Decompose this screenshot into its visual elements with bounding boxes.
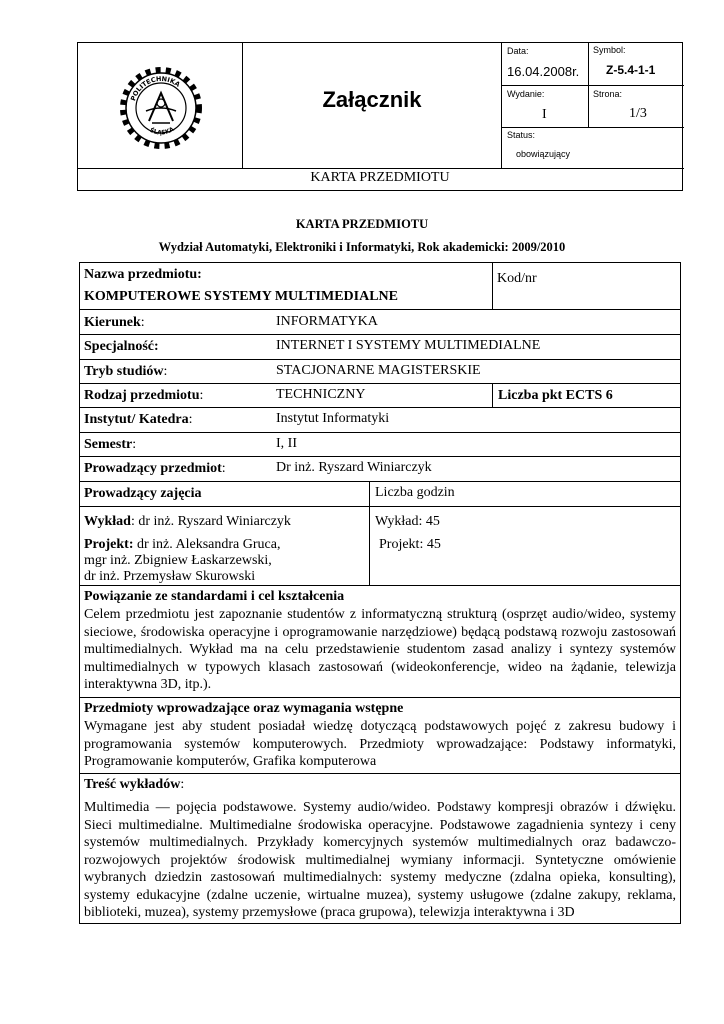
row-divider xyxy=(80,309,680,310)
date-label: Data: xyxy=(507,46,529,56)
status-value: obowiązujący xyxy=(516,149,571,159)
document-header xyxy=(77,42,683,191)
ects-points: Liczba pkt ECTS 6 xyxy=(498,388,613,403)
label-colon: : xyxy=(221,461,226,476)
lecture-instructor: dr inż. Ryszard Winiarczyk xyxy=(134,514,291,529)
column-divider xyxy=(492,383,493,407)
course-lead-label-row xyxy=(84,460,226,477)
svg-text:ŚLĄSKA: ŚLĄSKA xyxy=(148,125,176,137)
study-mode-value: STACJONARNE MAGISTERSKIE xyxy=(276,363,481,378)
svg-text:POLITECHNIKA: POLITECHNIKA xyxy=(129,74,182,102)
lecture-label: Wykład xyxy=(84,514,131,529)
row-divider xyxy=(80,407,680,408)
lecture-content-text: Multimedia — pojęcia podstawowe. Systemy audio/wideo. Podstawy kompresji obrazów i dźwięku. Sieci multimedialne. Multimedialne środowiska operacyjne. Podstawowe zagadnienia syntezy i ceny systemów multimedialnych. Przykłady komercyjnych systemów multimedialnych oraz badawczo-rozwojowych projektów środowisk multimedialnej wymiany informacji. Syntetyczne omówienie wybranych dziedzin zastosowań multimedialnych: systemy medyczne (zdalna opieka, konsulting), systemy edukacyjne (zdalne uczenie, wirtualne muzea), systemy usługowe (zdalne zakupy, reklama, biblioteki, muzea), systemy przemysłowe (praca grupowa), telewizja interaktywna i 3D xyxy=(84,800,676,920)
label-colon: : xyxy=(180,777,185,792)
row-divider xyxy=(80,585,680,586)
objectives-text: Celem przedmiotu jest zapoznanie studentów z informatyczną strukturą (osprzęt audio/wideo, systemy sieciowe, środowiska operacyjne i oprogramowanie narzędziowe) będącą podstawą rozwoju zastosowań multimedialnych. Wykład ma na celu przedstawienie studentom zasad analizy i syntezy systemów multimedialnych w typowych klasach zastosowań (wideokonferencje, wideo na żądanie, telewizja interaktywna 3D, itp.). xyxy=(84,607,676,692)
course-name-value: KOMPUTEROWE SYSTEMY MULTIMEDIALNE xyxy=(84,289,399,304)
row-divider xyxy=(80,697,680,698)
page-value: 1/3 xyxy=(629,106,647,121)
prerequisites-text: Wymagane jest aby student posiadał wiedzę dotyczącą podstawowych pojęć z zakresu budowy i programowania systemów komputerowych. Przedmioty wprowadzające: Podstawy informatyki, Programowanie komputerów, Grafika komputerowa xyxy=(84,719,676,769)
logo-cell xyxy=(78,43,243,169)
label-colon: : xyxy=(199,388,204,403)
column-divider xyxy=(369,481,370,585)
document-title: KARTA PRZEDMIOTU xyxy=(295,217,429,231)
grid-divider xyxy=(78,168,684,169)
specialization-value: INTERNET I SYSTEMY MULTIMEDIALNE xyxy=(276,338,541,353)
field-of-study-label: Kierunek xyxy=(84,315,141,330)
status-label: Status: xyxy=(507,130,536,140)
prerequisites-label: Przedmioty wprowadzające oraz wymagania wstępne xyxy=(84,701,404,716)
project-instructor-2: mgr inż. Zbigniew Łaskarzewski, xyxy=(84,553,272,568)
row-divider xyxy=(80,481,680,482)
project-instructor-3: dr inż. Przemysław Skurowski xyxy=(84,569,256,584)
semester-value: I, II xyxy=(276,436,297,451)
course-card-table xyxy=(79,262,681,924)
edition-label: Wydanie: xyxy=(507,89,545,99)
project-instructors-row xyxy=(84,536,280,553)
course-type-value: TECHNICZNY xyxy=(276,387,366,402)
date-value: 16.04.2008r. xyxy=(507,64,580,79)
university-seal-icon xyxy=(116,63,206,153)
project-instructor-1: dr inż. Aleksandra Gruca, xyxy=(137,537,281,552)
lecture-content-label-row xyxy=(84,776,184,793)
project-hours: Projekt: 45 xyxy=(379,537,441,552)
institute-label-row xyxy=(84,411,193,428)
symbol-label: Symbol: xyxy=(593,45,626,55)
institute-label: Instytut/ Katedra xyxy=(84,412,189,427)
row-divider xyxy=(80,383,680,384)
row-divider xyxy=(80,334,680,335)
grid-divider xyxy=(502,127,684,128)
objectives-label: Powiązanie ze standardami i cel kształcenia xyxy=(84,589,345,604)
project-label: Projekt: xyxy=(84,537,134,552)
header-title: Załącznik xyxy=(322,87,422,112)
header-footer-title: KARTA PRZEDMIOTU xyxy=(310,170,450,185)
semester-label: Semestr xyxy=(84,437,133,452)
course-code-label: Kod/nr xyxy=(497,271,537,286)
header-title-cell xyxy=(243,43,502,169)
document-subtitle: Wydział Automatyki, Elektroniki i Informatyki, Rok akademicki: 2009/2010 xyxy=(158,240,566,254)
label-colon: : xyxy=(132,437,137,452)
lecture-hours: Wykład: 45 xyxy=(375,514,440,529)
lecture-instructor-row xyxy=(84,513,291,530)
institute-value: Instytut Informatyki xyxy=(276,411,390,426)
course-lead-value: Dr inż. Ryszard Winiarczyk xyxy=(276,460,432,475)
label-colon: : xyxy=(163,364,168,379)
lecture-content-label: Treść wykładów xyxy=(84,777,181,792)
study-mode-label: Tryb studiów xyxy=(84,364,164,379)
course-name-label: Nazwa przedmiotu: xyxy=(84,267,202,282)
row-divider xyxy=(80,359,680,360)
semester-label-row xyxy=(84,436,136,453)
row-divider xyxy=(80,432,680,433)
label-colon: : xyxy=(140,315,145,330)
field-of-study-value: INFORMATYKA xyxy=(276,314,378,329)
study-mode-label-row xyxy=(84,363,167,380)
label-colon: : xyxy=(130,514,135,529)
row-divider xyxy=(80,773,680,774)
instructors-label: Prowadzący zajęcia xyxy=(84,486,202,501)
course-type-label: Rodzaj przedmiotu xyxy=(84,388,200,403)
course-lead-label: Prowadzący przedmiot xyxy=(84,461,222,476)
hours-label: Liczba godzin xyxy=(375,485,455,500)
symbol-value: Z-5.4-1-1 xyxy=(606,63,656,77)
field-of-study-label-row xyxy=(84,314,145,331)
grid-divider xyxy=(502,85,684,86)
course-type-label-row xyxy=(84,387,203,404)
label-colon: : xyxy=(188,412,193,427)
edition-value: I xyxy=(542,107,547,122)
row-divider xyxy=(80,456,680,457)
column-divider xyxy=(492,263,493,309)
specialization-label: Specjalność: xyxy=(84,339,159,354)
page-label: Strona: xyxy=(593,89,623,99)
row-divider xyxy=(80,506,680,507)
